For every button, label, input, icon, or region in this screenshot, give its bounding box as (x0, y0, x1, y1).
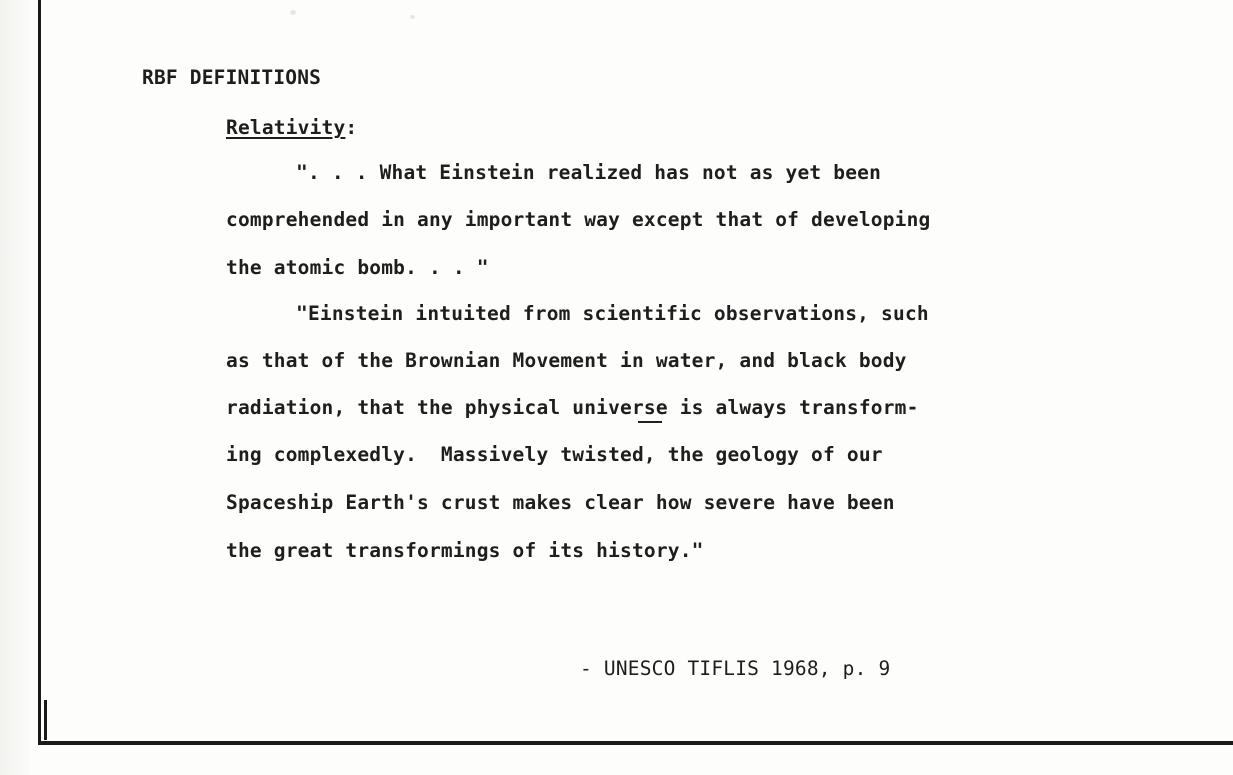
section-title-colon: : (345, 116, 358, 139)
scan-smudge (290, 10, 296, 15)
section-title (226, 116, 357, 140)
quote-2-line-1: "Einstein intuited from scientific observations, such (296, 302, 929, 325)
quote-2-line-2: as that of the Brownian Movement in water, and black body (226, 349, 907, 372)
handwritten-underline (638, 421, 662, 423)
quote-1-line-2: comprehended in any important way except that of developing (226, 208, 931, 231)
scan-smudge (410, 15, 415, 19)
section-title-text: Relativity (226, 116, 346, 139)
quote-2-line-4: ing complexedly. Massively twisted, the geology of our (226, 443, 883, 466)
quote-2-line-3: radiation, that the physical universe is always transform- (226, 396, 919, 419)
quote-1-line-3: the atomic bomb. . . " (226, 256, 489, 279)
document-heading: RBF DEFINITIONS (142, 66, 322, 89)
quote-2-line-6: the great transformings of its history." (226, 539, 704, 562)
quote-1-line-1: ". . . What Einstein realized has not as yet been (296, 161, 882, 184)
scan-edge-shading (0, 0, 30, 775)
border-corner-mark (44, 700, 47, 740)
quote-2-line-5: Spaceship Earth's crust makes clear how severe have been (226, 491, 895, 514)
citation-source: - UNESCO TIFLIS 1968, p. 9 (580, 657, 891, 680)
